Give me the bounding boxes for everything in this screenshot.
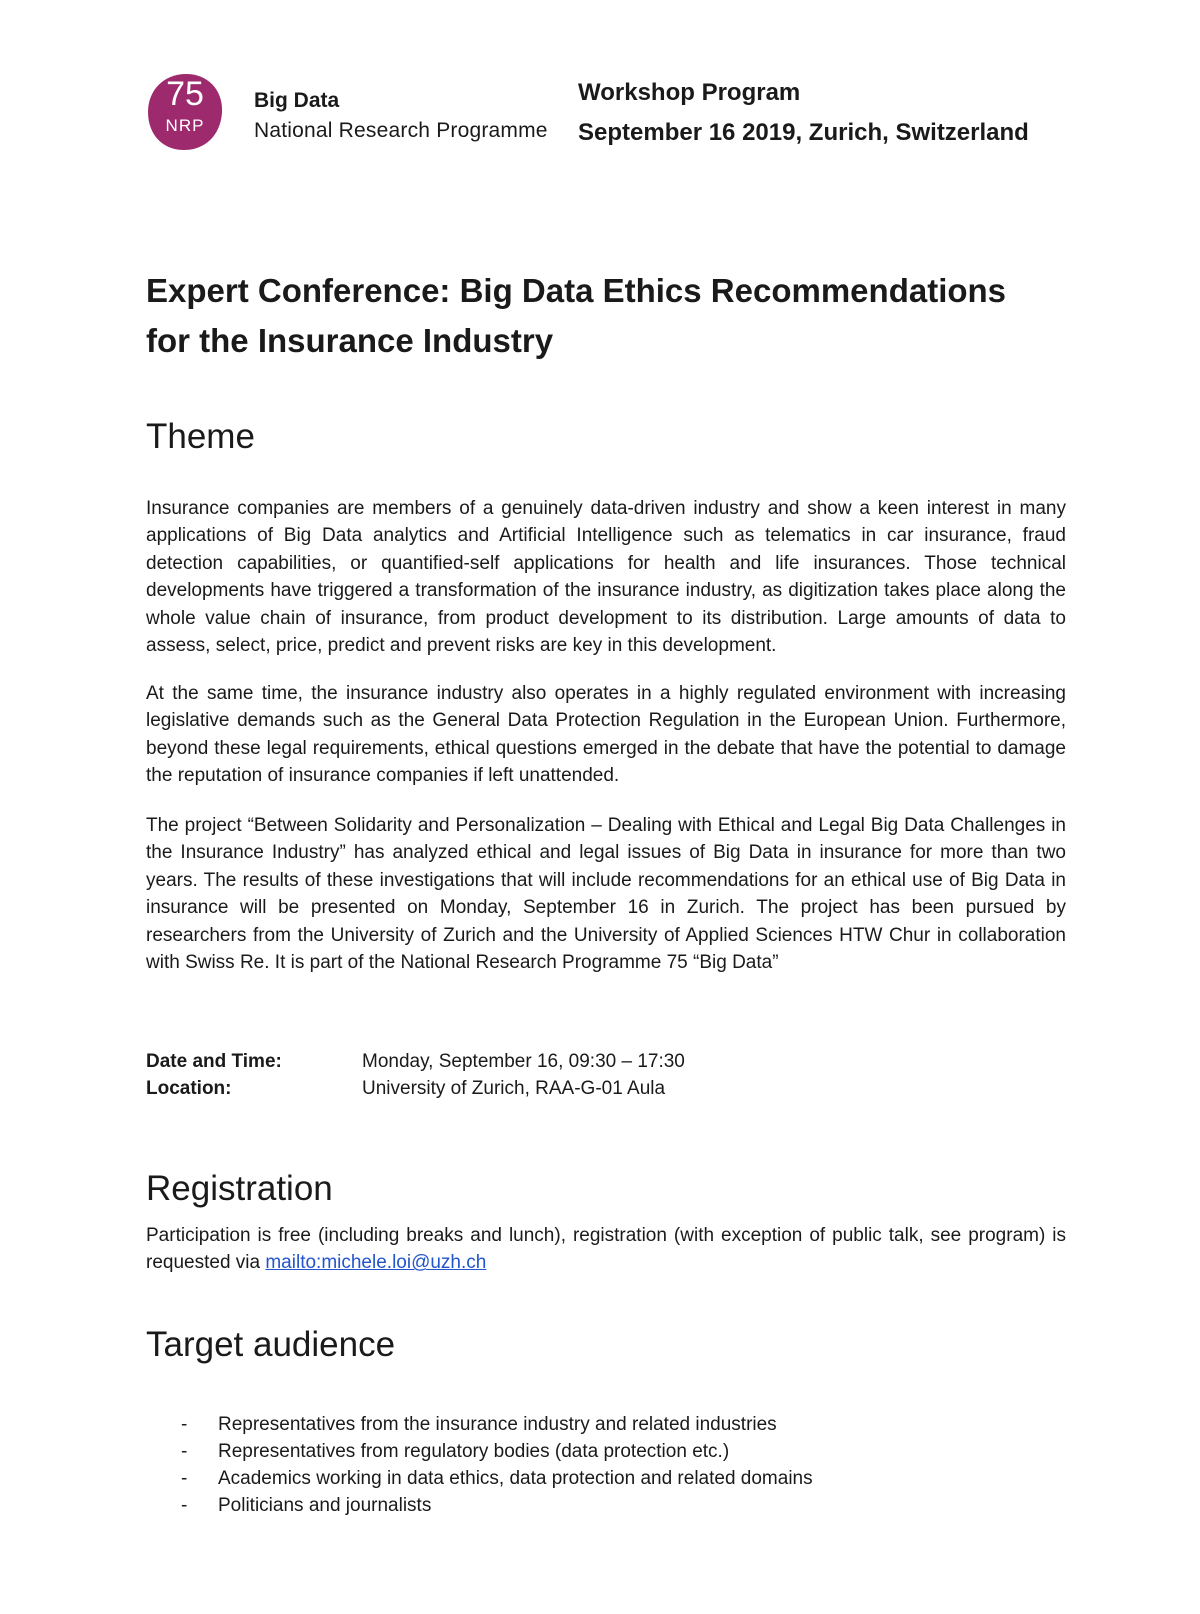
theme-heading: Theme <box>146 417 255 456</box>
list-item-text: Representatives from the insurance industry and related industries <box>218 1414 777 1435</box>
title-line-2: for the Insurance Industry <box>146 322 554 359</box>
dash-bullet: - <box>181 1441 188 1462</box>
list-item <box>146 1465 1046 1492</box>
document-title <box>146 266 1086 366</box>
theme-paragraph-3: The project “Between Solidarity and Personalization – Dealing with Ethical and Legal Big Data Challenges in the Insurance Industry” has analyzed ethical and legal issues of Big Data in insurance for more than two years. The results of these investigations that will include recommendations for an ethical use of Big Data in insurance will be presented on Monday, September 16 in Zurich. The project has been pursued by researchers from the University of Zurich and the University of Applied Sciences HTW Chur in collaboration with Swiss Re. It is part of the National Research Programme 75 “Big Data” <box>146 815 1066 974</box>
location-value: University of Zurich, RAA-G-01 Aula <box>362 1078 666 1099</box>
registration-heading: Registration <box>146 1169 333 1208</box>
list-item <box>146 1411 1046 1438</box>
audience-heading: Target audience <box>146 1325 396 1364</box>
header-program-info <box>578 78 1078 148</box>
dash-bullet: - <box>181 1414 188 1435</box>
program-label: Workshop Program <box>578 79 801 106</box>
dash-bullet: - <box>181 1468 188 1489</box>
list-item-text: Representatives from regulatory bodies (data protection etc.) <box>218 1441 730 1462</box>
date-label: Date and Time: <box>146 1051 282 1072</box>
nrp75-logo <box>146 72 556 156</box>
program-date-location: September 16 2019, Zurich, Switzerland <box>578 119 1029 146</box>
date-row <box>146 1048 846 1075</box>
list-item <box>146 1492 1046 1519</box>
list-item <box>146 1438 1046 1465</box>
logo-abbrev: NRP <box>165 116 205 135</box>
list-item-text: Academics working in data ethics, data protection and related domains <box>218 1468 813 1489</box>
audience-list <box>146 1411 1046 1519</box>
registration-email-link[interactable]: mailto:michele.loi@uzh.ch <box>265 1252 487 1274</box>
registration-text: Participation is free (including breaks and lunch), registration (with exception of public talk, see program) is requested via <box>146 1225 1066 1274</box>
registration-paragraph <box>146 1222 1066 1277</box>
location-label: Location: <box>146 1078 232 1099</box>
date-value: Monday, September 16, 09:30 – 17:30 <box>362 1051 685 1072</box>
title-line-1: Expert Conference: Big Data Ethics Recommendations <box>146 272 1007 309</box>
dash-bullet: - <box>181 1495 188 1516</box>
logo-number: 75 <box>166 75 204 113</box>
list-item-text: Politicians and journalists <box>218 1495 432 1516</box>
theme-paragraph-1: Insurance companies are members of a genuinely data-driven industry and show a keen interest in many applications of Big Data analytics and Artificial Intelligence such as telematics in car insurance, fraud detection capabilities, or quantified-self applications for health and life insurances. Those technical developments have triggered a transformation of the insurance industry, as digitization takes place along the whole value chain of insurance, from product development to its distribution. Large amounts of data to assess, select, price, predict and prevent risks are key in this development. <box>146 498 1066 657</box>
logo-title: Big Data <box>254 89 340 112</box>
theme-paragraph-2: At the same time, the insurance industry also operates in a highly regulated environment with increasing legislative demands such as the General Data Protection Regulation in the European Union. Furthermore, beyond these legal requirements, ethical questions emerged in the debate that have the potential to damage the reputation of insurance companies if left unattended. <box>146 683 1066 787</box>
event-info <box>146 1048 846 1102</box>
logo-subtitle: National Research Programme <box>254 119 548 142</box>
location-row <box>146 1075 846 1102</box>
